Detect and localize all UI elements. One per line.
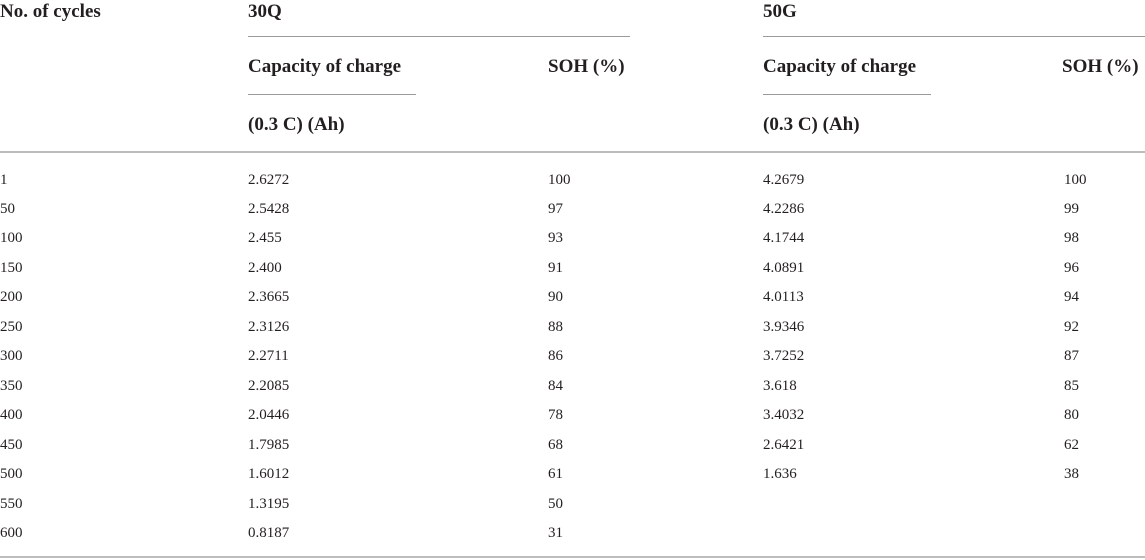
header-group-30q: 30Q [248, 1, 282, 22]
table-bottom-rule [0, 556, 1145, 558]
cell-cycles: 50 [0, 201, 15, 217]
cell-soh-30q: 90 [548, 289, 563, 305]
cell-soh-50g: 92 [1064, 319, 1079, 335]
header-capacity-unit-30q: (0.3 C) (Ah) [248, 114, 345, 135]
cell-capacity-50g: 4.0891 [763, 260, 805, 276]
table-row [0, 288, 1145, 306]
table-row [0, 406, 1145, 424]
cell-soh-30q: 61 [548, 466, 563, 482]
cell-capacity-50g: 2.6421 [763, 437, 805, 453]
header-soh-30q: SOH (%) [548, 56, 625, 77]
cell-capacity-30q: 2.2711 [248, 348, 289, 364]
cell-capacity-30q: 2.5428 [248, 201, 290, 217]
cell-cycles: 150 [0, 260, 23, 276]
cell-soh-50g: 87 [1064, 348, 1079, 364]
cell-soh-30q: 91 [548, 260, 563, 276]
cell-cycles: 600 [0, 525, 23, 541]
header-cycles: No. of cycles [0, 1, 101, 22]
table-row [0, 200, 1145, 218]
table-row [0, 347, 1145, 365]
header-capacity-unit-50g: (0.3 C) (Ah) [763, 114, 860, 135]
cell-soh-30q: 31 [548, 525, 563, 541]
cell-capacity-30q: 2.3126 [248, 319, 290, 335]
cell-soh-50g: 99 [1064, 201, 1079, 217]
table-row [0, 171, 1145, 189]
cell-soh-50g: 94 [1064, 289, 1079, 305]
cell-capacity-50g: 3.4032 [763, 407, 805, 423]
cell-cycles: 1 [0, 172, 8, 188]
cell-cycles: 200 [0, 289, 23, 305]
cell-capacity-30q: 1.6012 [248, 466, 290, 482]
table-row [0, 524, 1145, 542]
header-group-50g: 50G [763, 1, 797, 22]
cell-capacity-30q: 2.3665 [248, 289, 290, 305]
cell-soh-50g: 80 [1064, 407, 1079, 423]
table-row [0, 436, 1145, 454]
cell-cycles: 400 [0, 407, 23, 423]
cell-capacity-50g: 3.7252 [763, 348, 805, 364]
cell-soh-30q: 88 [548, 319, 563, 335]
cell-capacity-50g: 4.2679 [763, 172, 805, 188]
cell-cycles: 500 [0, 466, 23, 482]
cell-cycles: 550 [0, 496, 23, 512]
cell-soh-30q: 100 [548, 172, 571, 188]
cell-capacity-50g: 4.0113 [763, 289, 804, 305]
cell-soh-30q: 50 [548, 496, 563, 512]
table-row [0, 377, 1145, 395]
capacity-rule-50g [763, 94, 931, 95]
header-capacity-50g: Capacity of charge [763, 56, 917, 77]
cell-soh-50g: 62 [1064, 437, 1079, 453]
cell-cycles: 100 [0, 230, 23, 246]
cell-capacity-50g: 3.9346 [763, 319, 805, 335]
cell-capacity-30q: 1.7985 [248, 437, 290, 453]
cell-soh-50g: 96 [1064, 260, 1079, 276]
table-row [0, 259, 1145, 277]
group-rule-30q [248, 36, 630, 37]
cell-capacity-30q: 2.400 [248, 260, 282, 276]
cell-soh-30q: 68 [548, 437, 563, 453]
group-rule-50g [763, 36, 1145, 37]
cell-soh-50g: 38 [1064, 466, 1079, 482]
cell-soh-30q: 78 [548, 407, 563, 423]
header-capacity-30q: Capacity of charge [248, 56, 402, 77]
cell-soh-50g: 85 [1064, 378, 1079, 394]
cell-cycles: 450 [0, 437, 23, 453]
cell-capacity-50g: 4.1744 [763, 230, 805, 246]
cell-capacity-50g: 3.618 [763, 378, 797, 394]
table-row [0, 465, 1145, 483]
cell-capacity-30q: 0.8187 [248, 525, 290, 541]
cell-soh-30q: 84 [548, 378, 563, 394]
cell-capacity-50g: 4.2286 [763, 201, 805, 217]
cell-cycles: 300 [0, 348, 23, 364]
cell-soh-50g: 98 [1064, 230, 1079, 246]
cell-capacity-30q: 2.6272 [248, 172, 290, 188]
table-row [0, 229, 1145, 247]
cell-soh-30q: 97 [548, 201, 563, 217]
table-row [0, 318, 1145, 336]
cell-cycles: 250 [0, 319, 23, 335]
header-soh-50g: SOH (%) [1062, 56, 1139, 77]
table-row [0, 495, 1145, 513]
capacity-rule-30q [248, 94, 416, 95]
cell-capacity-30q: 2.0446 [248, 407, 290, 423]
cell-capacity-50g: 1.636 [763, 466, 797, 482]
cell-capacity-30q: 2.2085 [248, 378, 290, 394]
cell-soh-50g: 100 [1064, 172, 1087, 188]
cell-capacity-30q: 1.3195 [248, 496, 290, 512]
header-bottom-rule [0, 151, 1145, 153]
cell-soh-30q: 93 [548, 230, 563, 246]
cell-capacity-30q: 2.455 [248, 230, 282, 246]
cell-soh-30q: 86 [548, 348, 563, 364]
cell-cycles: 350 [0, 378, 23, 394]
